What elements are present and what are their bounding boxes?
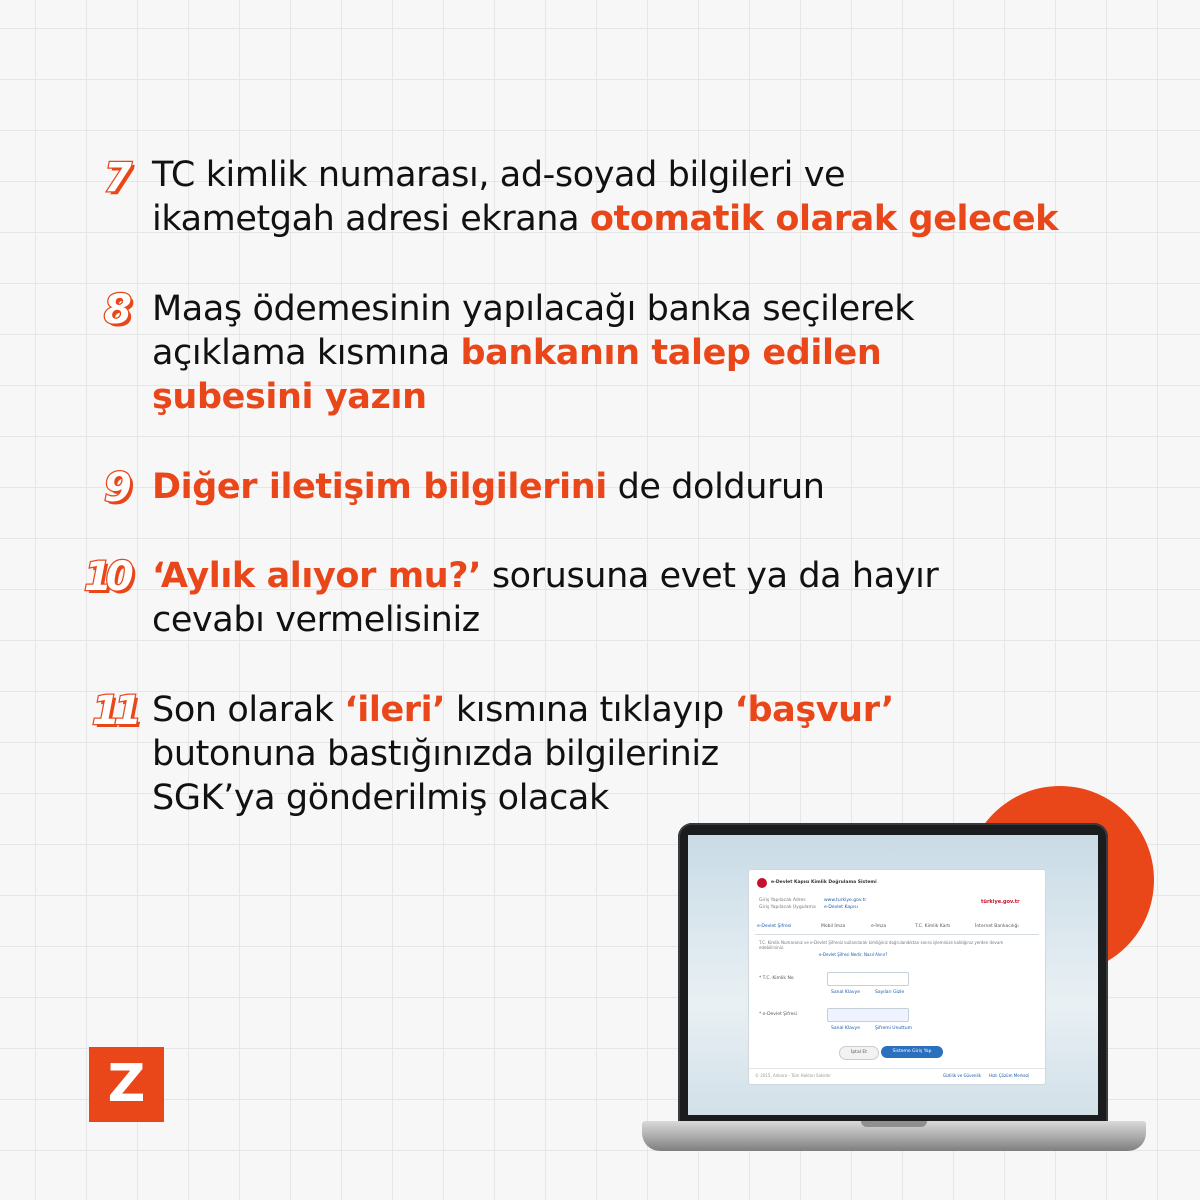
laptop-screen [688, 835, 1098, 1115]
step-8-line-1: Maaş ödemesinin yapılacağı banka seçilerek [152, 289, 915, 329]
tc-hint[interactable]: Sayıları Gizle [875, 990, 905, 995]
step-11-text-a: Son olarak [152, 690, 345, 730]
step-10-line-2: cevabı vermelisiniz [152, 600, 480, 640]
step-7 [152, 153, 1162, 241]
footer-copyright: © 2015, Ankara - Tüm Hakları Saklıdır [755, 1073, 831, 1078]
step-10-line-1 [152, 554, 1162, 598]
tc-input[interactable] [827, 972, 909, 986]
step-number-10: 10 [84, 554, 128, 600]
step-8-highlight-1: bankanın talep edilen [460, 333, 882, 373]
footer-privacy-link[interactable]: Gizlilik ve Güvenlik [943, 1073, 981, 1078]
step-9-text: de doldurun [606, 467, 825, 507]
tab-tc-kimlik-karti[interactable]: T.C. Kimlik Kartı [915, 924, 951, 929]
step-10-highlight: ‘Aylık alıyor mu?’ [152, 556, 482, 596]
laptop-notch [861, 1121, 927, 1127]
dialog-row1-label: Giriş Yapılacak Adres [759, 898, 806, 903]
tab-e-imza[interactable]: e-İmza [871, 924, 887, 929]
forgot-password-link[interactable]: Şifremi Unuttum [875, 1026, 913, 1031]
dialog-row2-label: Giriş Yapılacak Uygulama [759, 905, 816, 910]
step-7-line-2-text: ikametgah adresi ekrana [152, 199, 590, 239]
info-text: T.C. Kimlik Numaranız ve e-Devlet Şifreniz kullanılarak kimliğiniz doğrulandıktan sonra işleminize kaldığınız yerden devam edebilirsiniz. [759, 940, 1004, 950]
login-button[interactable]: Sisteme Giriş Yap [881, 1046, 943, 1058]
dialog-footer [749, 1068, 1045, 1069]
tc-virtual-keyboard[interactable]: Sanal Klavye [831, 990, 860, 995]
step-9-line [152, 465, 1162, 509]
step-7-line-2 [152, 197, 1162, 241]
step-10 [152, 554, 1162, 642]
dialog-row1-value: www.turkiye.gov.tr [824, 898, 867, 903]
step-number-9: 9 [104, 465, 132, 511]
brand-logo: Z [89, 1047, 164, 1122]
password-virtual-keyboard[interactable]: Sanal Klavye [831, 1026, 860, 1031]
cancel-button[interactable]: İptal Et [839, 1046, 879, 1060]
step-number-7: 7 [104, 155, 132, 201]
laptop-illustration [678, 823, 1108, 1123]
footer-help-link[interactable]: Hızlı Çözüm Merkezi [989, 1073, 1030, 1078]
dialog-row2-value: e-Devlet Kapısı [824, 905, 858, 910]
step-8-line-2-text: açıklama kısmına [152, 333, 461, 373]
laptop-base [642, 1121, 1146, 1151]
login-tabs [755, 920, 1039, 935]
tab-mobil-imza[interactable]: Mobil İmza [821, 924, 846, 929]
step-8 [152, 287, 1162, 419]
step-10-line-1-text: sorusuna evet ya da hayır [481, 556, 939, 596]
step-7-line-1: TC kimlik numarası, ad-soyad bilgileri ve [152, 155, 846, 195]
step-8-line-2 [152, 331, 1162, 375]
turkiye-gov-brand: türkiye.gov.tr [981, 899, 1020, 905]
dialog-title: e-Devlet Kapısı Kimlik Doğrulama Sistemi [771, 880, 877, 885]
tab-edevlet-sifresi[interactable]: e-Devlet Şifresi [757, 924, 792, 929]
login-dialog [748, 869, 1046, 1085]
password-input[interactable] [827, 1008, 909, 1022]
step-11-text-b: kısmına tıklayıp [445, 690, 735, 730]
tc-label: * T.C. Kimlik No [759, 976, 794, 981]
step-number-8: 8 [104, 287, 132, 333]
tab-internet-bankaciligi[interactable]: İnternet Bankacılığı [975, 924, 1019, 929]
edevlet-logo-icon [757, 878, 767, 888]
step-11-highlight-ileri: ‘ileri’ [344, 690, 446, 730]
info-link[interactable]: e-Devlet Şifresi Nedir, Nasıl Alınır? [819, 952, 888, 957]
step-8-highlight-2: şubesini yazın [152, 377, 427, 417]
step-11-line-2: butonuna bastığınızda bilgileriniz [152, 734, 719, 774]
step-11-line-3: SGK’ya gönderilmiş olacak [152, 778, 609, 818]
step-11-highlight-basvur: ‘başvur’ [734, 690, 894, 730]
step-number-11: 11 [92, 688, 136, 734]
step-7-highlight: otomatik olarak gelecek [589, 199, 1059, 239]
step-9-highlight: Diğer iletişim bilgilerini [152, 467, 607, 507]
step-11-line-1 [152, 688, 1162, 732]
password-label: * e-Devlet Şifresi [759, 1012, 797, 1017]
step-9 [152, 465, 1162, 509]
